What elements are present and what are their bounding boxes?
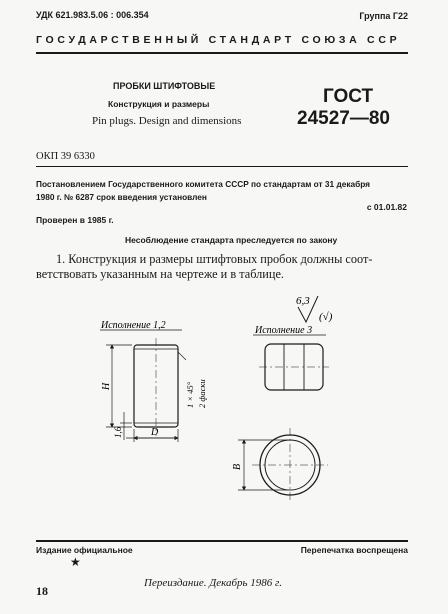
- variant-3-label: Исполнение 3: [255, 325, 313, 336]
- title-en: Pin plugs. Design and dimensions: [92, 115, 242, 127]
- chamfer-note-1: 1 × 45°: [185, 381, 195, 408]
- decree-line-1: Постановлением Государственного комитета СССР по стандартам от 31 декабря: [36, 179, 371, 189]
- roughness-parenthetical: (√): [319, 311, 333, 323]
- violation-notice: Несоблюдение стандарта преследуется по закону: [125, 235, 338, 245]
- pin-plug-side-view: [134, 338, 178, 436]
- title-ru: ПРОБКИ ШТИФТОВЫЕ: [113, 81, 216, 91]
- dim-h-label: H: [101, 382, 112, 390]
- roughness-value: 6,3: [296, 295, 310, 307]
- subtitle-ru: Конструкция и размеры: [108, 99, 210, 109]
- dim-d-label: D: [151, 427, 159, 438]
- header-rule: [36, 52, 408, 54]
- body-paragraph-line-2: ветствовать указанным на чертеже и в таблице.: [36, 267, 284, 281]
- chamfer-leader: [178, 352, 186, 360]
- checked-note: Проверен в 1985 г.: [36, 215, 114, 225]
- body-paragraph-line-1: 1. Конструкция и размеры штифтовых пробок должны соот-: [56, 252, 373, 266]
- reprint-forbidden: Перепечатка воспрещена: [300, 545, 408, 555]
- udk-code: УДК 621.983.5.06 : 006.354: [36, 10, 149, 20]
- star-icon: ★: [70, 555, 81, 569]
- technical-drawing: [0, 290, 448, 520]
- gost-number: 24527—80: [297, 108, 390, 129]
- footer-rule: [36, 540, 408, 542]
- group-code: Группа Г22: [359, 11, 408, 21]
- official-edition: Издание официальное: [36, 545, 133, 555]
- page-number: 18: [36, 584, 48, 598]
- gost-label: ГОСТ: [323, 86, 374, 107]
- pin-plug-end-view: [252, 428, 328, 502]
- variant-1-2-label: Исполнение 1,2: [101, 320, 166, 331]
- dim-b-label: B: [232, 463, 243, 470]
- standard-header: ГОСУДАРСТВЕННЫЙ СТАНДАРТ СОЮЗА ССР: [36, 34, 401, 46]
- okp-rule: [36, 166, 408, 167]
- decree-line-2: 1980 г. № 6287 срок введения установлен: [36, 192, 207, 202]
- dim-1-6-label: 1,6: [113, 426, 123, 438]
- okp-code: ОКП 39 6330: [36, 151, 95, 162]
- reissue-note: Переиздание. Декабрь 1986 г.: [144, 577, 282, 589]
- pin-plug-v3-side-view: [259, 344, 329, 390]
- chamfer-note-2: 2 фаски: [197, 379, 207, 408]
- effective-date: с 01.01.82: [366, 202, 407, 212]
